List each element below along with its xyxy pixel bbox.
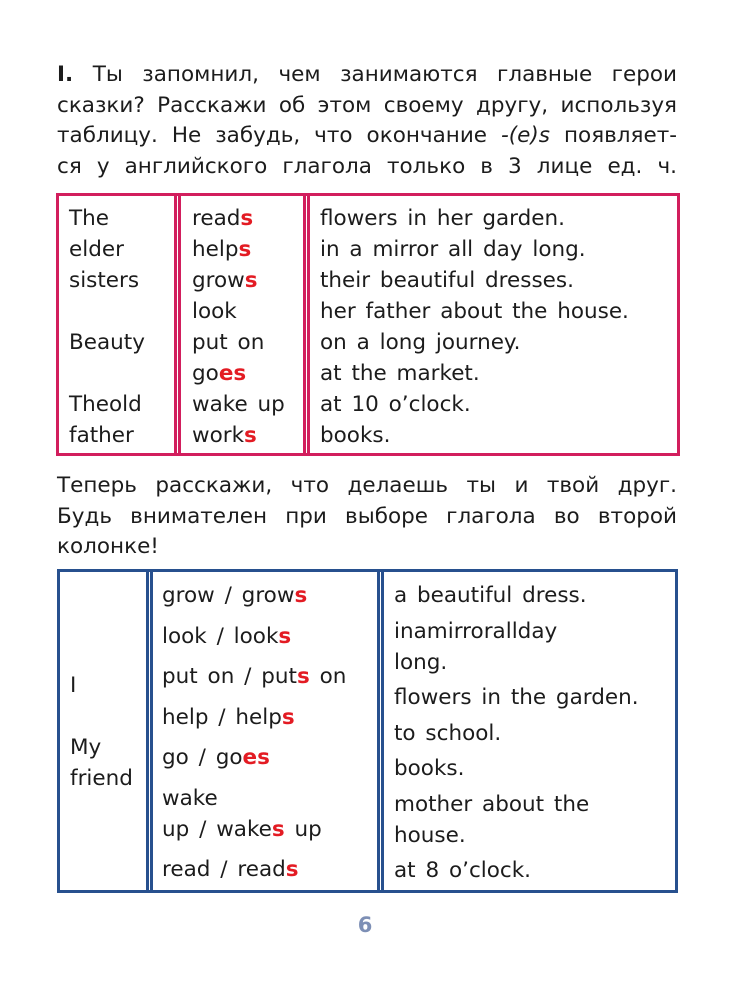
instruction-line-3: колонке! [57, 534, 159, 559]
verb-choice-column [162, 580, 365, 895]
object-column [394, 580, 667, 891]
subject-word: old [109, 392, 142, 417]
verb-ending: s [294, 583, 308, 608]
object-cell: flowers in her garden. [320, 206, 565, 231]
subject-cell: father [69, 423, 134, 448]
subject-cell: elder [69, 237, 124, 262]
subject-cell: Beauty [69, 330, 145, 355]
verb-cell: look [192, 299, 237, 324]
task-line-3: таблицу. Не забудь, что окончание -(e)s появляет- [57, 123, 677, 148]
task-line-1: I. Ты запомнил, чем занимаются главные герои [57, 62, 677, 87]
object-cell: flowers in the garden. [394, 685, 639, 710]
verb-choice: go / goes [162, 745, 270, 770]
second-instruction [57, 471, 677, 563]
object-cell: at the market. [320, 361, 480, 386]
practice-table [57, 569, 678, 893]
task-line-2: сказки? Расскажи об этом своему другу, используя [57, 92, 677, 118]
object-column [320, 203, 675, 451]
verb-ending: s [244, 268, 258, 293]
verb-ending: s [285, 857, 299, 882]
column-divider [174, 196, 181, 453]
object-cell: their beautiful dresses. [320, 268, 574, 293]
task-line-4: ся у английского глагола только в 3 лице ед. ч. [57, 153, 677, 179]
verb-ending: es [218, 361, 247, 386]
verb-choice: help / helps [162, 704, 295, 730]
ending-rule: -(e)s [501, 123, 550, 148]
subject-column [69, 203, 175, 451]
verb-ending: es [242, 745, 270, 770]
verb-choice: grow / grows [162, 583, 308, 608]
verb-cell: put on [192, 330, 265, 355]
verb-cell: helps [192, 237, 252, 262]
verb-ending: s [271, 816, 285, 842]
object-cell: a beautiful dress. [394, 583, 587, 608]
story-table [56, 193, 680, 456]
subject-cell: The [69, 206, 109, 231]
page-number: 6 [357, 913, 373, 937]
verb-ending: s [278, 623, 292, 649]
object-cell: her father about the house. [320, 299, 629, 324]
instruction-line-1: Теперь расскажи, что делаешь ты и твой друг. [57, 473, 677, 498]
object-cell: at 8 o’clock. [394, 858, 531, 883]
object-cell: books. [394, 756, 465, 781]
subject-cell [70, 701, 140, 732]
column-divider [377, 572, 384, 890]
verb-ending: s [238, 237, 252, 262]
object-cell: books. [320, 423, 391, 448]
verb-cell: works [192, 423, 257, 448]
subject-word: The [69, 392, 109, 417]
subject-cell [69, 389, 175, 420]
object-cell: in a mirror all day long. [320, 237, 586, 262]
verb-choice: look / looks [162, 623, 292, 649]
object-cell: inamirrorallday long. [394, 618, 558, 675]
subject-column [70, 670, 140, 794]
object-cell: mother about the house. [394, 791, 590, 848]
column-divider [303, 196, 310, 453]
subject-cell: friend [70, 766, 133, 791]
column-divider [146, 572, 153, 890]
verb-choice: put on / puts on [162, 664, 347, 689]
subject-cell: I [70, 673, 77, 698]
subject-cell: sisters [69, 268, 140, 293]
verb-ending: s [240, 206, 254, 231]
verb-ending: s [281, 704, 295, 730]
verb-ending: s [296, 664, 310, 689]
verb-choice: wake up / wakes up [162, 785, 322, 842]
task-instruction [57, 60, 677, 182]
subject-cell [69, 296, 175, 327]
verb-cell: wake up [192, 392, 285, 417]
verb-ending: s [244, 423, 257, 448]
subject-cell [69, 358, 175, 389]
object-cell: at 10 o’clock. [320, 392, 471, 417]
instruction-line-2: Будь внимателен при выборе глагола во второй [57, 503, 677, 529]
verb-choice: read / reads [162, 857, 299, 882]
task-number: I. [57, 62, 74, 87]
subject-cell: My [70, 735, 102, 760]
verb-column [192, 203, 304, 451]
verb-cell: grows [192, 268, 258, 293]
object-cell: to school. [394, 720, 502, 746]
verb-cell: goes [192, 361, 247, 386]
verb-cell: reads [192, 206, 254, 231]
object-cell: on a long journey. [320, 330, 521, 355]
